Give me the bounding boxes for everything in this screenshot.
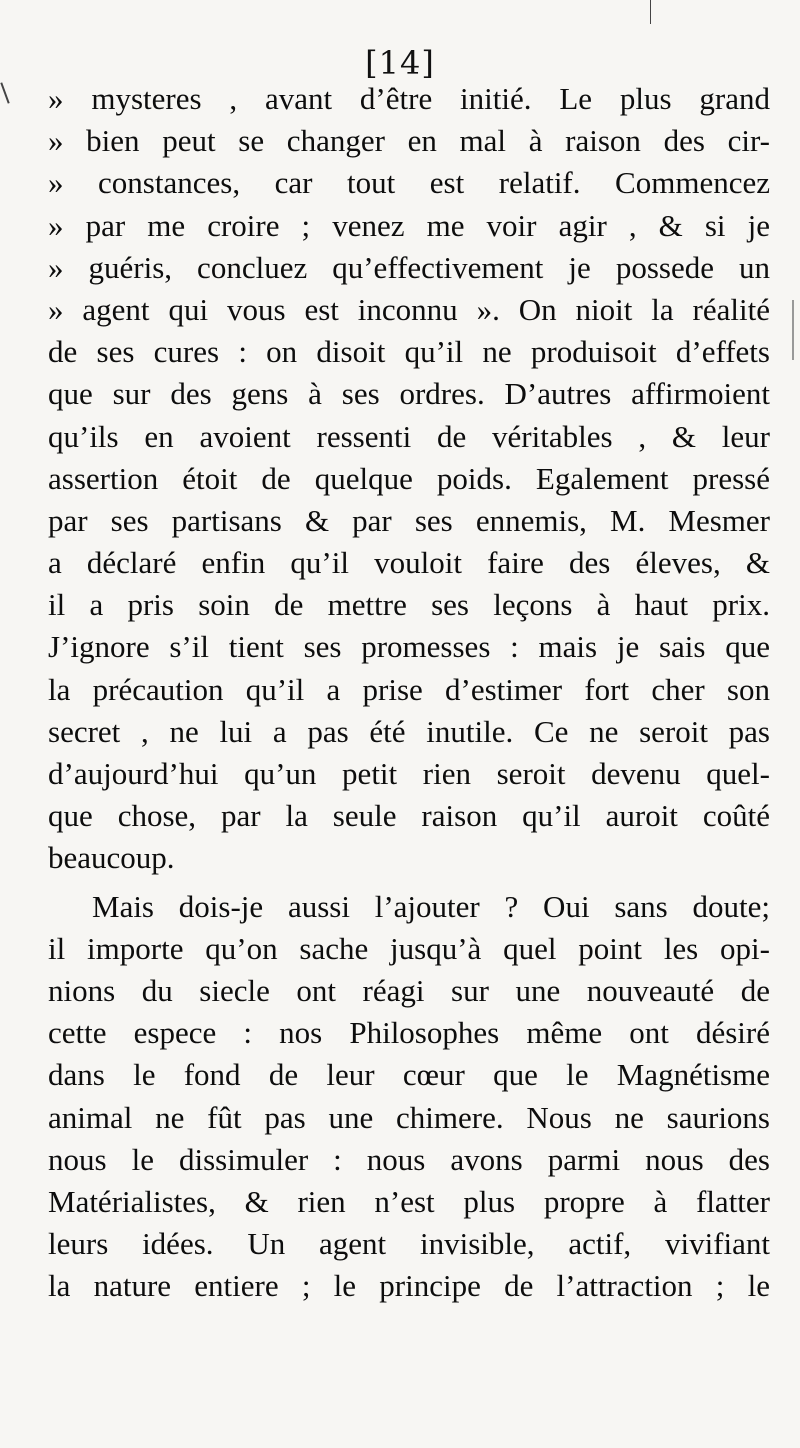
paragraph-start-line: Mais dois-je aussi l’ajouter ? Oui sans doute; [92,888,770,924]
margin-mark [792,300,794,360]
margin-mark [0,82,9,103]
text-line: leurs idées. Un agent invisible, actif, vivifiant [48,1226,770,1262]
text-line: la précaution qu’il a prise d’estimer fort cher son [48,671,770,707]
text-line: qu’ils en avoient ressenti de véritables , & leur [48,418,770,454]
text-line: » constances, car tout est relatif. Commencez [48,165,770,201]
text-line: il importe qu’on sache jusqu’à quel point les opi- [48,930,770,966]
text-line: » agent qui vous est inconnu ». On nioit la réalité [48,291,770,327]
text-line: la nature entiere ; le principe de l’attraction ; le [48,1268,770,1304]
text-line: secret , ne lui a pas été inutile. Ce ne seroit pas [48,713,770,749]
text-line: » bien peut se changer en mal à raison des cir- [48,123,770,159]
text-line: Matérialistes, & rien n’est plus propre à flatter [48,1183,770,1219]
text-line: nous le dissimuler : nous avons parmi nous des [48,1141,770,1177]
margin-mark [650,0,651,24]
text-line: dans le fond de leur cœur que le Magnétisme [48,1057,770,1093]
paragraph-end-line: beaucoup. [48,840,175,876]
text-line: nions du siecle ont réagi sur une nouveauté de [48,972,770,1008]
text-line: par ses partisans & par ses ennemis, M. Mesmer [48,502,770,538]
text-line: animal ne fût pas une chimere. Nous ne saurions [48,1099,770,1135]
text-line: il a pris soin de mettre ses leçons à haut prix. [48,587,770,623]
page-number: [14] [365,44,435,82]
text-line: que sur des gens à ses ordres. D’autres affirmoient [48,376,770,412]
text-line: a déclaré enfin qu’il vouloit faire des éleves, & [48,545,770,581]
text-line: que chose, par la seule raison qu’il auroit coûté [48,798,770,834]
text-line: » guéris, concluez qu’effectivement je possede un [48,249,770,285]
text-line: d’aujourd’hui qu’un petit rien seroit devenu quel- [48,756,770,791]
text-line: » par me croire ; venez me voir agir , & si je [48,207,770,243]
text-line: J’ignore s’il tient ses promesses : mais je sais que [48,629,770,665]
text-line: » mysteres , avant d’être initié. Le plus grand [48,81,770,116]
text-line: assertion étoit de quelque poids. Egalement pressé [48,460,770,496]
body-text [48,78,770,1307]
text-line: de ses cures : on disoit qu’il ne produisoit d’effets [48,334,770,370]
text-line: cette espece : nos Philosophes même ont désiré [48,1015,770,1051]
